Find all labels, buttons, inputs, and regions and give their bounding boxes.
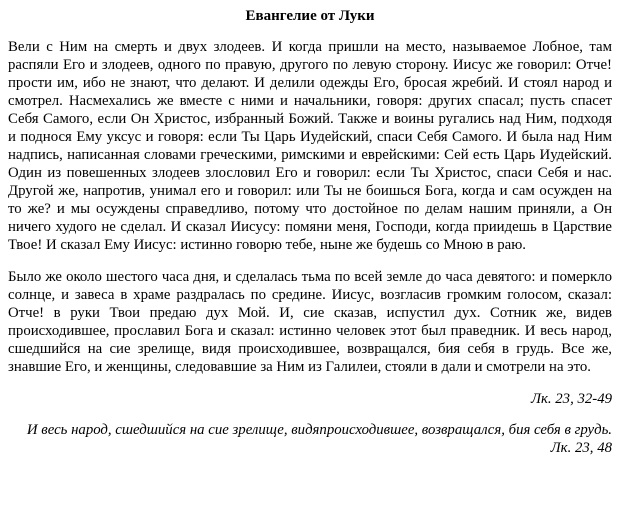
gospel-paragraph-2: Было же около шестого часа дня, и сделалась тьма по всей земле до часа девятого: и померкло солнце, и завеса в храме раздралась по средине. Иисус, возгласив громким голосом, сказал: Отче! в руки Твои предаю дух Мой. И, сие сказав, испустил дух. Сотник же, видев происходившее, прославил Бога и сказал: истинно человек этот был праведник. И весь народ, сшедшийся на сие зрелище, видя происходившее, возвращался, бия себя в грудь. Все же, знавшие Его, и женщины, следовавшие за Ним из Галилеи, стояли в дали и смотрели на это. <box>8 269 612 375</box>
scripture-reference-passage: Лк. 23, 32-49 <box>530 391 612 407</box>
scripture-reference-quote: Лк. 23, 48 <box>550 440 612 456</box>
pull-quote-verse: И весь народ, сшедшийся на сие зрелище, видяпроисходившее, возвращался, бия себя в грудь. <box>26 422 612 438</box>
gospel-paragraph-1: Вели с Ним на смерть и двух злодеев. И когда пришли на место, называемое Лобное, там распяли Его и злодеев, одного по правую, другого по левую сторону. Иисус же говорил: Отче! прости им, ибо не знают, что делают. И делили одежды Его, бросая жребий. И стоял народ и смотрел. Насмехались же вместе с ними и начальники, говоря: других спасал; пусть спасет Себя Самого, если Он Христос, избранный Божий. Также и воины ругались над Ним, подходя и поднося Ему уксус и говоря: если Ты Царь Иудейский, спаси Себя Самого. И была над Ним надпись, написанная словами греческими, римскими и еврейскими: Сей есть Царь Иудейский. Один из повешенных злодеев злословил Его и говорил: если Ты Христос, спаси Себя и нас. Другой же, напротив, унимал его и говорил: или Ты не боишься Бога, когда и сам осужден на то же? и мы осуждены справедливо, потому что достойное по делам нашим приняли, а Он ничего худого не сделал. И сказал Иисусу: помяни меня, Господи, когда приидешь в Царствие Твое! И сказал Ему Иисус: истинно говорю тебе, ныне же будешь со Мною в раю. <box>8 39 612 253</box>
page-title: Евангелие от Луки <box>245 8 375 24</box>
